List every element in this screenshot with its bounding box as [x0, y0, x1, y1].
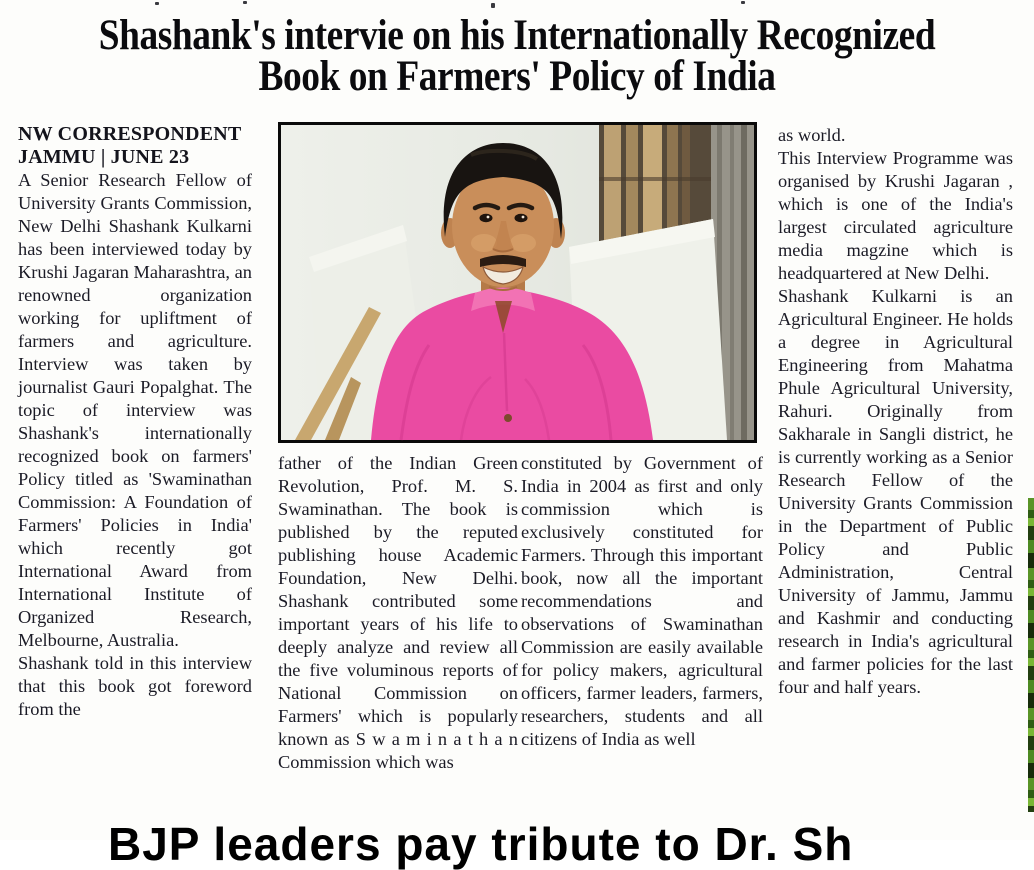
clipped-text-fragment [155, 2, 159, 5]
byline-dateline: JAMMU | JUNE 23 [18, 146, 190, 168]
paragraph: Shashank told in this interview that this book got foreword from the [18, 653, 252, 719]
paragraph: father of the Indian Green Revolution, Prof. M. S. Swaminathan. The book is published by the reputed publishing house Academic Foundation, New Delhi. Shashank contributed some important years of his life to deeply analyze and review all the five voluminous reports of National Commission on Farmers' which is popularly known as S w a m i n a t h a n Commission which was [278, 453, 518, 772]
paragraph: A Senior Research Fellow of University Grants Commission, New Delhi Shashank Kulkarni has been interviewed today by Krushi Jagaran Maharashtra, an renowned organization working for upliftment of farmers and agriculture. Interview was taken by journalist Gauri Popalghat. The topic of interview was Shashank's internationally recognized book on farmers' Policy titled as 'Swaminathan Commission: A Foundation of Farmers' Policies in India' which recently got International Award from International Institute of Organized Research, Melbourne, Australia. [18, 170, 252, 650]
article-column-2 [278, 452, 518, 774]
next-article-headline-clipped [108, 818, 988, 870]
paragraph: as world. [778, 125, 846, 145]
article-column-1 [18, 123, 252, 721]
byline-correspondent: NW CORRESPONDENT [18, 123, 242, 145]
article-column-4 [778, 124, 1013, 699]
byline [18, 123, 252, 169]
paragraph: This Interview Programme was organised by Krushi Jagaran , which is one of the India's largest circulated agriculture media magzine which is headquartered at New Delhi. [778, 148, 1013, 283]
headline-line-2: Book on Farmers' Policy of India [258, 53, 776, 100]
next-article-headline-text: BJP leaders pay tribute to Dr. Sh [108, 818, 854, 870]
clipped-text-fragment [491, 3, 495, 8]
article-column-3 [521, 452, 763, 751]
portrait-illustration [281, 125, 754, 440]
clipped-text-fragment [741, 1, 745, 4]
adjacent-image-sliver [1028, 498, 1034, 812]
article-headline [0, 12, 1034, 100]
paragraph: Shashank Kulkarni is an Agricultural Engineer. He holds a degree in Agricultural Engineering from Mahatma Phule Agricultural University, Rahuri. Originally from Sakharale in Sangli district, he is currently working as a Senior Research Fellow of the University Grants Commission in the Department of Public Policy and Public Administration, Central University of Jammu, Jammu and Kashmir and conducting research in India's agricultural and farmer policies for the last four and half years. [778, 286, 1013, 697]
article-photo [278, 122, 757, 443]
clipped-text-fragment [243, 1, 247, 4]
headline-line-1: Shashank's intervie on his Internationally Recognized [98, 12, 936, 59]
paragraph: constituted by Government of India in 2004 as first and only commission which is exclusively constituted for Farmers. Through this important book, now all the important recommendations and observations of Swaminathan Commission are easily available for policy makers, agricultural officers, farmer leaders, farmers, researchers, students and all citizens of India as well [521, 453, 763, 749]
